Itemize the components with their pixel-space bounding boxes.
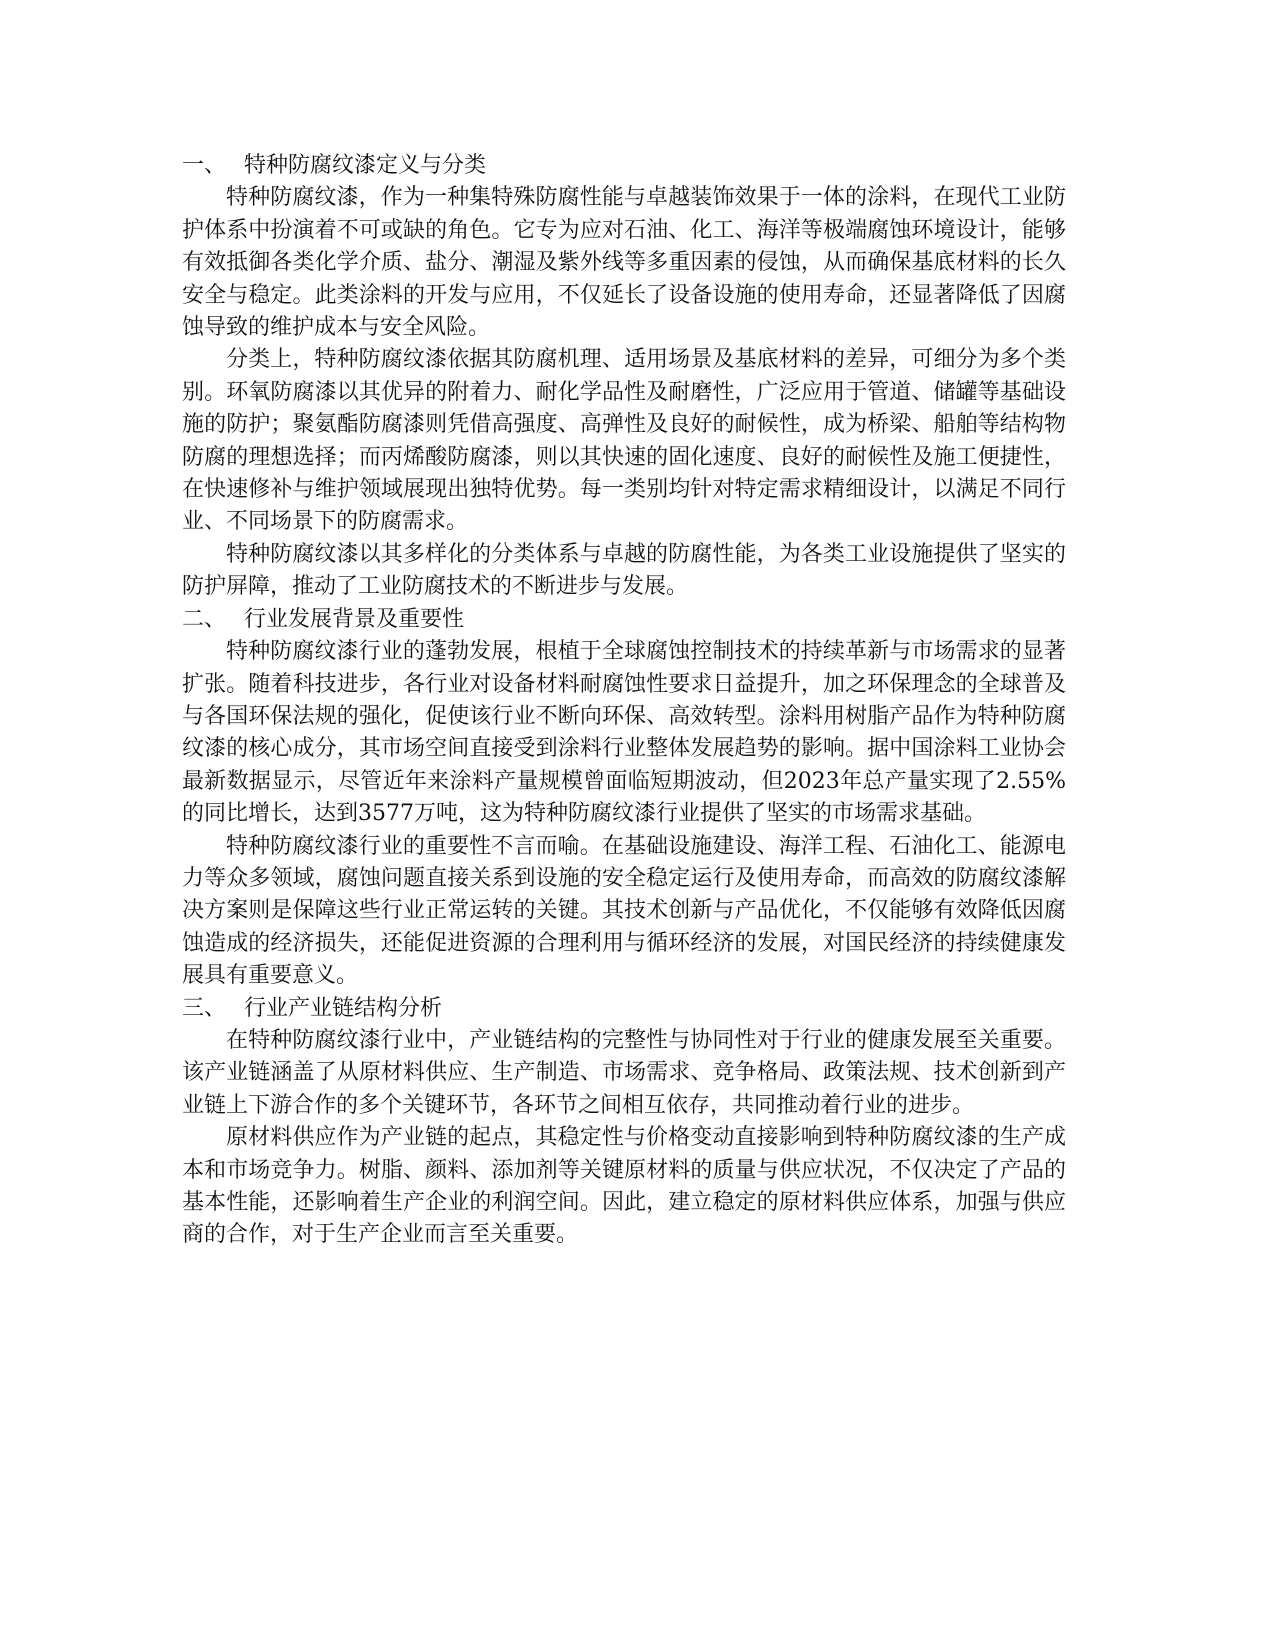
section-heading — [182, 993, 1066, 1025]
paragraph: 在特种防腐纹漆行业中，产业链结构的完整性与协同性对于行业的健康发展至关重要。该产业链涵盖了从原材料供应、生产制造、市场需求、竞争格局、政策法规、技术创新到产业链上下游合作的多个关键环节，各环节之间相互依存，共同推动着行业的进步。 — [182, 1027, 1066, 1118]
paragraph: 原材料供应作为产业链的起点，其稳定性与价格变动直接影响到特种防腐纹漆的生产成本和市场竞争力。树脂、颜料、添加剂等关键原材料的质量与供应状况，不仅决定了产品的基本性能，还影响着生产企业的利润空间。因此，建立稳定的原材料供应体系，加强与供应商的合作，对于生产企业而言至关重要。 — [182, 1125, 1066, 1248]
section-heading — [182, 604, 1066, 636]
section-title: 特种防腐纹漆定义与分类 — [244, 153, 487, 178]
section-heading — [182, 150, 1066, 182]
section-title: 行业产业链结构分析 — [244, 995, 443, 1021]
section-number: 三、 — [182, 995, 227, 1021]
paragraph: 特种防腐纹漆行业的蓬勃发展，根植于全球腐蚀控制技术的持续革新与市场需求的显著扩张。随着科技进步，各行业对设备材料耐腐蚀性要求日益提升，加之环保理念的全球普及与各国环保法规的强化，促使该行业不断向环保、高效转型。涂料用树脂产品作为特种防腐纹漆的核心成分，其市场空间直接受到涂料行业整体发展趋势的影响。据中国涂料工业协会最新数据显示，尽管近年来涂料产量规模曾面临短期波动，但2023年总产量实现了2.55%的同比增长，达到3577万吨，这为特种防腐纹漆行业提供了坚实的市场需求基础。 — [182, 639, 1066, 827]
document-page — [182, 150, 1066, 1252]
paragraph: 分类上，特种防腐纹漆依据其防腐机理、适用场景及基底材料的差异，可细分为多个类别。环氧防腐漆以其优异的附着力、耐化学品性及耐磨性，广泛应用于管道、储罐等基础设施的防护；聚氨酯防腐漆则凭借高强度、高弹性及良好的耐候性，成为桥梁、船舶等结构物防腐的理想选择；而丙烯酸防腐漆，则以其快速的固化速度、良好的耐候性及施工便捷性，在快速修补与维护领域展现出独特优势。每一类别均针对特定需求精细设计，以满足不同行业、不同场景下的防腐需求。 — [182, 347, 1066, 535]
section-title: 行业发展背景及重要性 — [244, 606, 465, 632]
paragraph: 特种防腐纹漆以其多样化的分类体系与卓越的防腐性能，为各类工业设施提供了坚实的防护屏障，推动了工业防腐技术的不断进步与发展。 — [182, 541, 1066, 600]
paragraph: 特种防腐纹漆行业的重要性不言而喻。在基础设施建设、海洋工程、石油化工、能源电力等众多领域，腐蚀问题直接关系到设施的安全稳定运行及使用寿命，而高效的防腐纹漆解决方案则是保障这些行业正常运转的关键。其技术创新与产品优化，不仅能够有效降低因腐蚀造成的经济损失，还能促进资源的合理利用与循环经济的发展，对国民经济的持续健康发展具有重要意义。 — [182, 833, 1066, 989]
paragraph: 特种防腐纹漆，作为一种集特殊防腐性能与卓越装饰效果于一体的涂料，在现代工业防护体系中扮演着不可或缺的角色。它专为应对石油、化工、海洋等极端腐蚀环境设计，能够有效抵御各类化学介质、盐分、潮湿及紫外线等多重因素的侵蚀，从而确保基底材料的长久安全与稳定。此类涂料的开发与应用，不仅延长了设备设施的使用寿命，还显著降低了因腐蚀导致的维护成本与安全风险。 — [182, 185, 1066, 341]
section-number: 一、 — [182, 153, 227, 178]
section-number: 二、 — [182, 606, 227, 632]
